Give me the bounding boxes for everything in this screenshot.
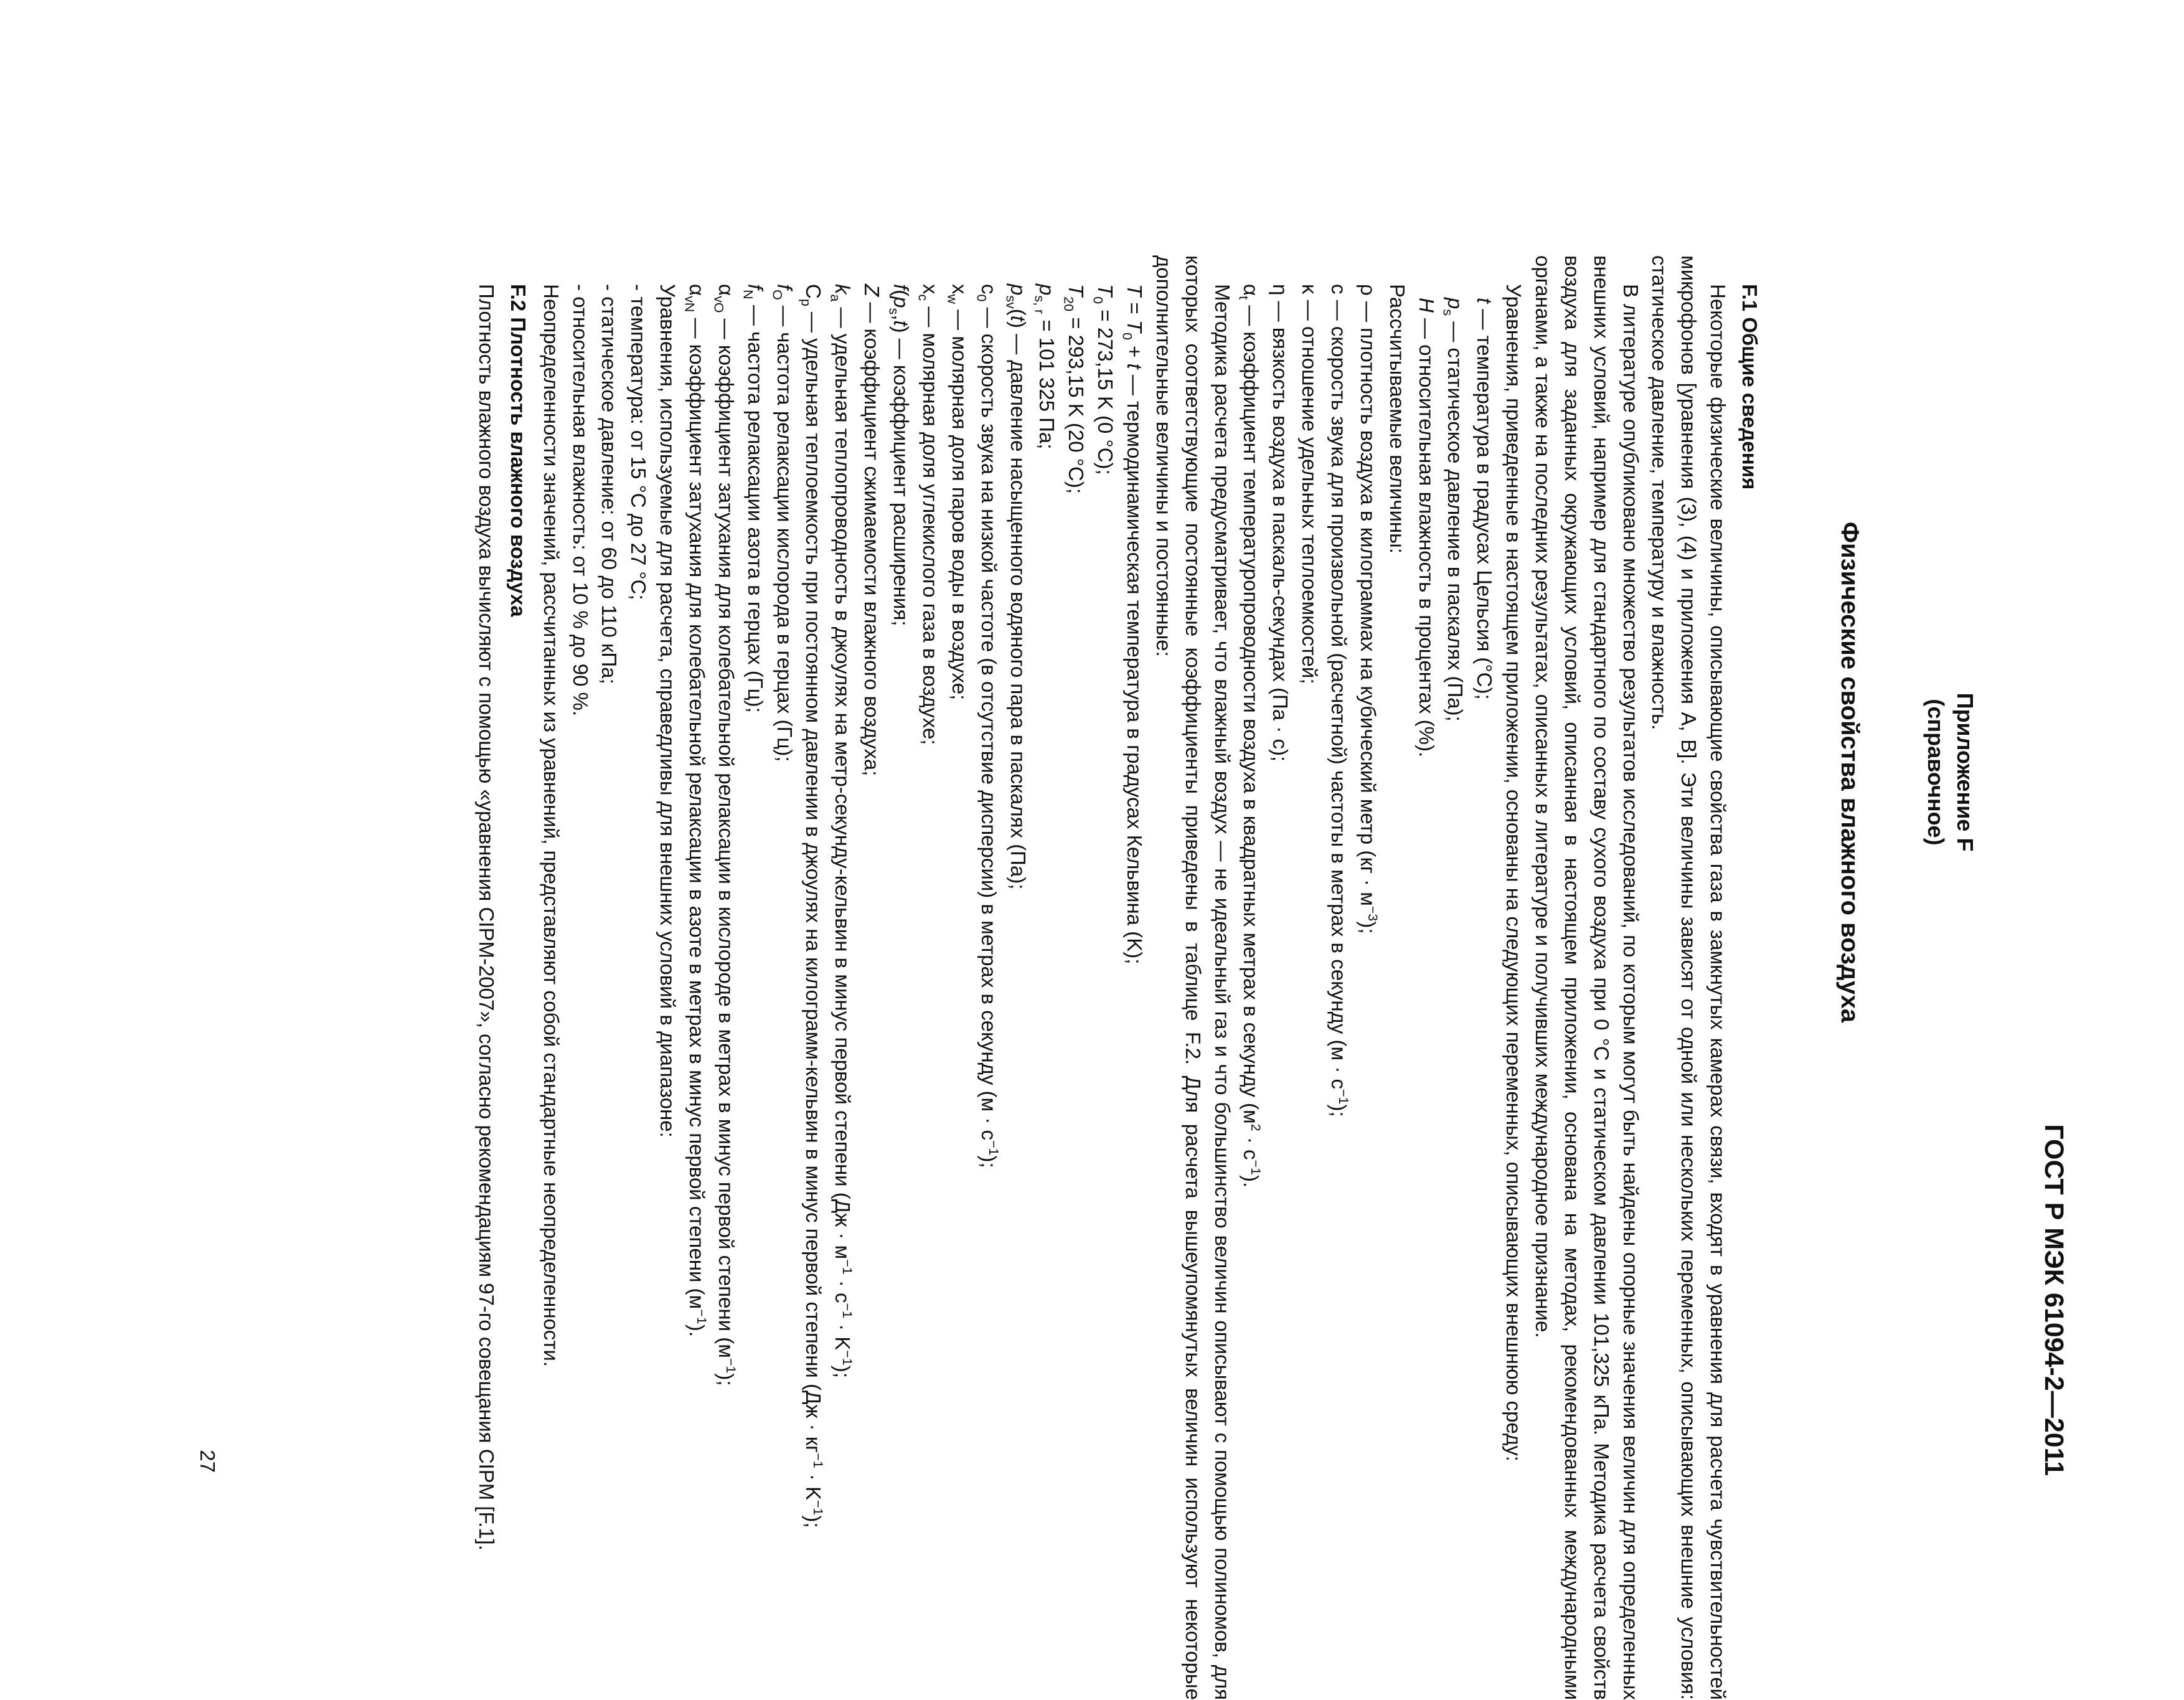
paragraph-equations-intro: Уравнения, приведенные в настоящем приложении, основаны на следующих переменных, описывающих внешнюю среду:	[1502, 284, 1526, 1462]
quantity-T: $T = T_0 + t$ — термодинамическая температура в градусах Кельвина (K);	[1119, 284, 1146, 965]
constant-T0: $T_0 = 273,15$ K (0 °C);	[1090, 284, 1118, 475]
quantity-xc: $x_c$ — молярная доля углекислого газа в воздухе;	[915, 284, 942, 745]
quantity-fn: $f_N$ — частота релаксации азота в герцах (Гц);	[740, 284, 767, 713]
quantity-rho: ρ — плотность воздуха в килограммах на кубический метр $(кг \cdot м^{-3})$;	[1356, 284, 1380, 934]
paragraph-density: Плотность влажного воздуха вычисляют с помощью «уравнения CIPM-2007», согласно рекомендациям 97-го совещания CIPM [F.1].	[475, 284, 499, 1551]
quantity-Z: Z — коэффициент сжимаемости влажного воздуха;	[860, 284, 884, 777]
annex-title: Физические свойства влажного воздуха	[1836, 521, 1863, 1023]
calculated-label: Рассчитываемые величины:	[1385, 284, 1409, 554]
section-heading-f1: F.1 Общие сведения	[1738, 284, 1761, 490]
range-humidity: - относительная влажность: от 10 % до 90 %.	[568, 284, 592, 717]
quantity-f: $f(p_s,t)$ — коэффициент расширения;	[886, 284, 913, 626]
quantity-xw: $x_w$ — молярная доля паров воды в воздухе;	[944, 284, 971, 701]
section-heading-f2: F.2 Плотность влажного воздуха	[506, 284, 530, 617]
variable-t: t — температура в градусах Цельсия (°C);	[1473, 298, 1497, 700]
paragraph-uncertainty: Неопределенности значений, рассчитанных из уравнений, представляют собой стандартные неопределенности.	[539, 284, 563, 1367]
paragraph-intro: Некоторые физические величины, описывающие свойства газа в замкнутых камерах связи, входят в уравнения для расчета чувствительностей микрофонов [уравнения (3), (4) и приложения А, В]. Эти величины зависят от одной или нескольких переменных, описывающих внешние условия: статическое давление, температуру и влажность.	[1648, 255, 1730, 1700]
quantity-eta: η — вязкость воздуха в паскаль-секундах (Па · с);	[1269, 284, 1292, 762]
quantity-ka: $k_a$ — удельная теплопроводность в джоулях на метр-секунду-кельвин в минус первой степени $(Дж \cdot м^{-1} \cdot с^{-1} \cdot K^{-1})$;	[827, 284, 855, 1378]
constant-psr: $p_{s, r} = 101$ 325 Па;	[1032, 284, 1059, 450]
paragraph-literature: В литературе опубликовано множество результатов исследований, по которым могут быть найдены опорные значения величин для определенных внешних условий, например для стандартного по составу сухого воздуха при 0 °C и статическом давлении 101,325 кПа. Методика расчета свойств воздуха для заданных окружающих условий, описанная в настоящем приложении, основана на методах, рекомендованных международными органами, а также на последних результатах, описанных в литературе и получивших международное признание.	[1531, 255, 1642, 1700]
quantity-c: c — скорость звука для произвольной (расчетной) частоты в метрах в секунду $(м \cdot с^{-1})$;	[1327, 284, 1351, 1117]
page-number: 27	[195, 1450, 219, 1473]
annex-kind: (справочное)	[1923, 699, 1949, 846]
quantity-kappa: κ — отношение удельных теплоемкостей;	[1298, 284, 1322, 684]
variable-h: H — относительная влажность в процентах (%).	[1414, 298, 1438, 758]
document-code: ГОСТ Р МЭК 61094-2—2011	[2039, 1124, 2069, 1476]
variable-ps: $p_s$ — статическое давление в паскалях (Па);	[1440, 298, 1467, 722]
paragraph-method: Методика расчета предусматривает, что влажный воздух — не идеальный газ и что большинство величин описывают с помощью полиномов, для которых соответствующие постоянные коэффициенты приведены в таблице F.2. Для расчета вышеупомянутых величин используют некоторые дополнительные величины и постоянные:	[1152, 255, 1234, 1700]
annex-header	[1921, 31, 1979, 1513]
quantity-alpha-vn: $\alpha_{vN}$ — коэффициент затухания для колебательной релаксации в азоте в метрах в минус первой степени $(м^{-1})$.	[682, 284, 710, 1337]
quantity-alpha-vo: $\alpha_{vO}$ — коэффициент затухания для колебательной релаксации в кислороде в метрах в минус первой степени $(м^{-1})$;	[711, 284, 738, 1386]
quantity-c0: $c_0$ — скорость звука на низкой частоте (в отсутствие дисперсии) в метрах в секунду $(м \cdot с^{-1})$;	[974, 284, 1001, 1168]
range-temperature: - температура: от 15 °C до 27 °C;	[627, 284, 651, 600]
quantity-cp: $C_p$ — удельная теплоемкость при постоянном давлении в джоулях на килограмм-кельвин в минус первой степени $(Дж \cdot кг^{-1} \cdot K^{-1})$;	[798, 284, 826, 1528]
quantity-psv: $p_{sv}(t)$ — давление насыщенного водяного пара в паскалях (Па);	[1002, 284, 1030, 890]
annex-label: Приложение F	[1952, 692, 1978, 852]
constant-T20: $T_{20} = 293,15$ K (20 °C);	[1061, 284, 1088, 494]
quantity-alpha-t: $\alpha_t$ — коэффициент температуропроводности воздуха в квадратных метрах в секунду $(м^2 \cdot с^{-1})$.	[1236, 284, 1264, 1188]
document-page	[59, 31, 2125, 1700]
annex-body	[471, 255, 1767, 1700]
paragraph-range-intro: Уравнения, используемые для расчета, справедливы для внешних условий в диапазоне:	[656, 284, 680, 1138]
range-pressure: - статическое давление: от 60 до 110 кПа;	[598, 284, 621, 684]
quantity-fo: $f_O$ — частота релаксации кислорода в герцах (Гц);	[770, 284, 796, 762]
